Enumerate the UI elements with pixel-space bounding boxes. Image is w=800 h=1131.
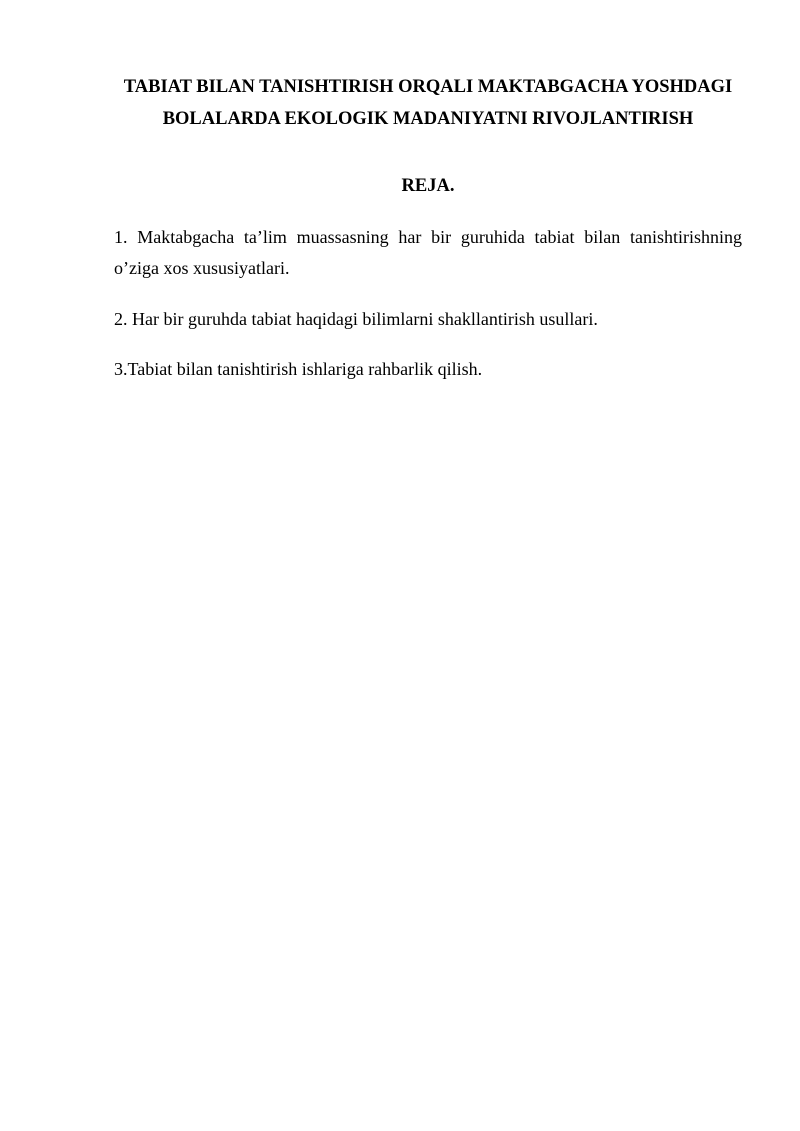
plan-item-2: 2. Har bir guruhda tabiat haqidagi bilimlarni shakllantirish usullari. [114, 309, 598, 329]
plan-item-1-line-2: o’ziga xos xususiyatlari. [114, 258, 290, 278]
section-heading: REJA. [401, 176, 455, 196]
plan-item-1 [114, 222, 742, 284]
plan-item-1-line-1: 1. Maktabgacha ta’lim muassasning har bir guruhida tabiat bilan tanishtirishning [114, 227, 742, 247]
document-title-line-2: BOLALARDA EKOLOGIK MADANIYATNI RIVOJLANTIRISH [162, 109, 694, 129]
plan-item-3: 3.Tabiat bilan tanishtirish ishlariga rahbarlik qilish. [114, 359, 483, 379]
document-title [100, 71, 756, 135]
document-title-line-1: TABIAT BILAN TANISHTIRISH ORQALI MAKTABGACHA YOSHDAGI [123, 77, 733, 97]
